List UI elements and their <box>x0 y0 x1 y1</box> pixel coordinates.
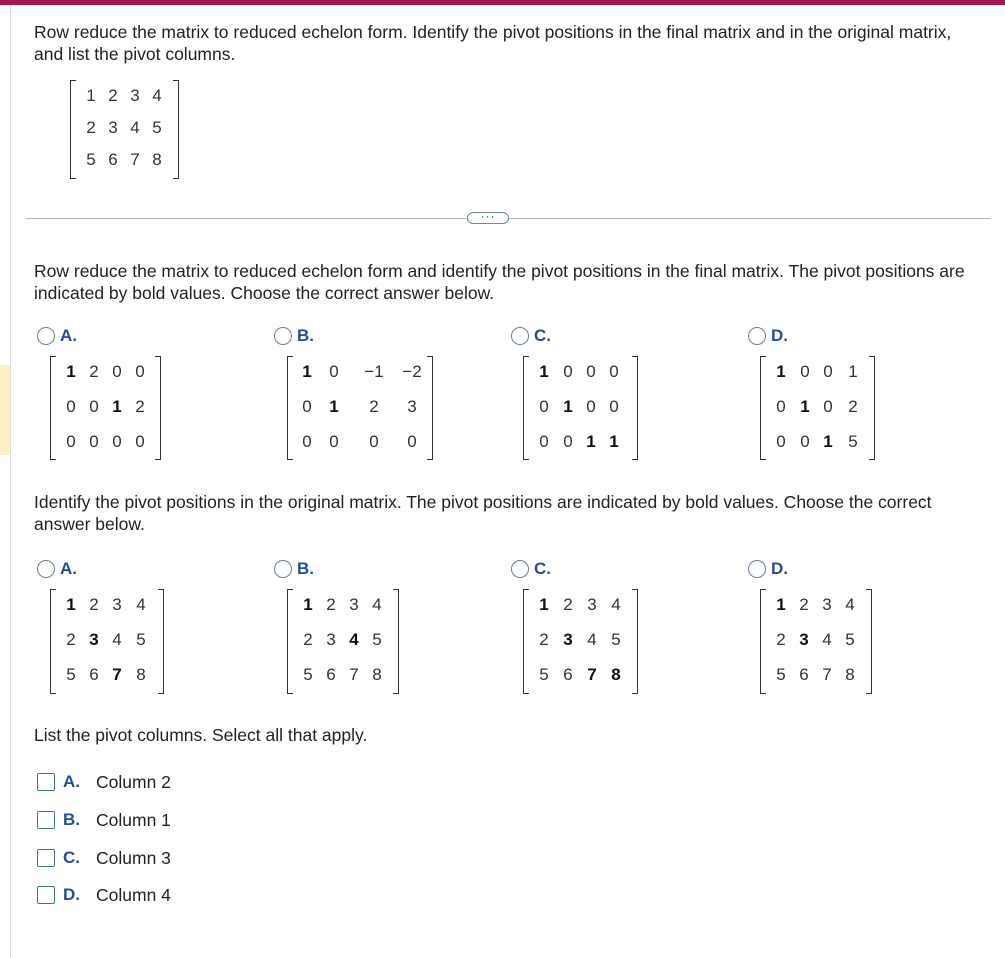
matrix-cell: 5 <box>539 665 549 684</box>
matrix-cell: 0 <box>823 362 833 381</box>
part2-prompt: Identify the pivot positions in the original matrix. The pivot positions are indicated by bold values. Choose the correct answer below. <box>34 492 932 534</box>
checkbox[interactable] <box>37 811 55 829</box>
part1-option-d[interactable]: D. <box>748 325 788 347</box>
pivot-column-option-b[interactable]: B. Column 1 <box>37 809 171 831</box>
top-accent-bar <box>0 0 1005 5</box>
matrix-cell: 2 <box>369 397 379 416</box>
matrix-cell: 0 <box>407 432 417 451</box>
matrix-cell: 7 <box>130 150 140 169</box>
matrix-cell: 3 <box>89 630 99 649</box>
matrix-cell: 4 <box>349 630 359 649</box>
matrix-cell: −1 <box>364 362 384 381</box>
matrix-cell: 5 <box>611 630 621 649</box>
matrix-cell: 5 <box>86 150 96 169</box>
matrix-cell: 0 <box>586 362 596 381</box>
matrix-cell: 5 <box>66 665 76 684</box>
radio-button[interactable] <box>511 560 529 578</box>
pivot-column-option-a[interactable]: A. Column 2 <box>37 771 171 793</box>
matrix-cell: 2 <box>563 595 573 614</box>
question-prompt: Row reduce the matrix to reduced echelon form. Identify the pivot positions in the final matrix and in the original matrix, and list the pivot columns. <box>34 22 952 64</box>
matrix-cell: 1 <box>539 362 549 381</box>
matrix-cell: 3 <box>563 630 573 649</box>
matrix-cell: 8 <box>845 665 855 684</box>
matrix-cell: 0 <box>776 432 786 451</box>
matrix-cell: 7 <box>112 665 122 684</box>
part1-option-b[interactable]: B. <box>274 325 314 347</box>
matrix-cell: 3 <box>112 595 122 614</box>
part1-prompt: Row reduce the matrix to reduced echelon form and identify the pivot positions in the final matrix. The pivot positions are indicated by bold values. Choose the correct answer below. <box>34 261 965 303</box>
part1-matrix-c <box>523 356 638 460</box>
radio-button[interactable] <box>274 327 292 345</box>
matrix-cell: 1 <box>303 595 313 614</box>
part2-matrix-d <box>760 589 872 694</box>
matrix-cell: 0 <box>329 432 339 451</box>
radio-button[interactable] <box>37 560 55 578</box>
matrix-cell: 5 <box>303 665 313 684</box>
radio-button[interactable] <box>511 327 529 345</box>
matrix-cell: 4 <box>611 595 621 614</box>
matrix-cell: 4 <box>845 595 855 614</box>
matrix-cell: 0 <box>89 397 99 416</box>
matrix-cell: 0 <box>329 362 339 381</box>
matrix-cell: 0 <box>89 432 99 451</box>
matrix-cell: 1 <box>112 397 122 416</box>
part2-option-b[interactable]: B. <box>274 558 314 580</box>
matrix-cell: 3 <box>326 630 336 649</box>
matrix-cell: 0 <box>369 432 379 451</box>
matrix-cell: 0 <box>800 362 810 381</box>
matrix-cell: 0 <box>776 397 786 416</box>
matrix-cell: 4 <box>152 86 162 105</box>
matrix-cell: 2 <box>539 630 549 649</box>
matrix-cell: 0 <box>112 362 122 381</box>
expand-more-button[interactable]: ··· <box>467 212 509 224</box>
matrix-cell: 0 <box>302 397 312 416</box>
matrix-cell: 3 <box>822 595 832 614</box>
part2-matrix-b <box>287 589 399 694</box>
matrix-cell: 0 <box>66 397 76 416</box>
matrix-cell: 5 <box>136 630 146 649</box>
part2-option-c[interactable]: C. <box>511 558 551 580</box>
checkbox[interactable] <box>37 886 55 904</box>
matrix-cell: 3 <box>407 397 417 416</box>
matrix-cell: 0 <box>539 432 549 451</box>
matrix-cell: 1 <box>563 397 573 416</box>
matrix-cell: 6 <box>563 665 573 684</box>
matrix-cell: 0 <box>112 432 122 451</box>
matrix-cell: 3 <box>799 630 809 649</box>
radio-button[interactable] <box>748 560 766 578</box>
matrix-cell: 2 <box>66 630 76 649</box>
matrix-cell: 0 <box>800 432 810 451</box>
matrix-cell: 4 <box>136 595 146 614</box>
matrix-cell: 8 <box>611 665 621 684</box>
radio-button[interactable] <box>37 327 55 345</box>
matrix-cell: 6 <box>326 665 336 684</box>
matrix-cell: 1 <box>539 595 549 614</box>
matrix-cell: 0 <box>609 362 619 381</box>
matrix-cell: 4 <box>130 118 140 137</box>
matrix-cell: 2 <box>303 630 313 649</box>
part1-matrix-b <box>287 356 433 460</box>
matrix-cell: 4 <box>587 630 597 649</box>
radio-button[interactable] <box>274 560 292 578</box>
matrix-cell: 7 <box>822 665 832 684</box>
left-border-line <box>10 5 11 958</box>
radio-button[interactable] <box>748 327 766 345</box>
matrix-cell: 2 <box>799 595 809 614</box>
matrix-cell: 2 <box>326 595 336 614</box>
matrix-cell: 0 <box>135 432 145 451</box>
pivot-column-option-d[interactable]: D. Column 4 <box>37 884 171 906</box>
left-progress-marker <box>0 365 10 455</box>
matrix-cell: −2 <box>402 362 422 381</box>
matrix-cell: 2 <box>108 86 118 105</box>
matrix-cell: 6 <box>799 665 809 684</box>
matrix-cell: 2 <box>135 397 145 416</box>
matrix-cell: 3 <box>130 86 140 105</box>
matrix-cell: 1 <box>329 397 339 416</box>
part2-matrix-c <box>523 589 638 694</box>
pivot-column-option-c[interactable]: C. Column 3 <box>37 847 171 869</box>
matrix-cell: 1 <box>86 86 96 105</box>
matrix-cell: 1 <box>302 362 312 381</box>
part2-matrix-a <box>50 589 164 694</box>
part2-option-a[interactable]: A. <box>37 558 77 580</box>
matrix-cell: 0 <box>302 432 312 451</box>
matrix-cell: 3 <box>108 118 118 137</box>
matrix-cell: 1 <box>823 432 833 451</box>
matrix-cell: 0 <box>563 432 573 451</box>
matrix-cell: 0 <box>66 432 76 451</box>
matrix-cell: 5 <box>372 630 382 649</box>
matrix-cell: 5 <box>845 630 855 649</box>
matrix-cell: 1 <box>848 362 858 381</box>
matrix-cell: 0 <box>609 397 619 416</box>
part1-option-a[interactable]: A. <box>37 325 77 347</box>
matrix-cell: 1 <box>776 362 786 381</box>
matrix-cell: 8 <box>152 150 162 169</box>
matrix-cell: 2 <box>776 630 786 649</box>
matrix-cell: 6 <box>108 150 118 169</box>
matrix-cell: 5 <box>848 432 858 451</box>
matrix-cell: 0 <box>586 397 596 416</box>
matrix-cell: 1 <box>800 397 810 416</box>
matrix-cell: 1 <box>609 432 619 451</box>
part1-matrix-d <box>760 356 875 460</box>
matrix-cell: 8 <box>372 665 382 684</box>
part2-option-d[interactable]: D. <box>748 558 788 580</box>
original-matrix <box>70 80 179 179</box>
matrix-cell: 0 <box>539 397 549 416</box>
matrix-cell: 1 <box>66 362 76 381</box>
checkbox[interactable] <box>37 849 55 867</box>
matrix-cell: 0 <box>563 362 573 381</box>
matrix-cell: 0 <box>135 362 145 381</box>
matrix-cell: 3 <box>349 595 359 614</box>
matrix-cell: 1 <box>66 595 76 614</box>
matrix-cell: 0 <box>823 397 833 416</box>
matrix-cell: 4 <box>112 630 122 649</box>
matrix-cell: 5 <box>776 665 786 684</box>
matrix-cell: 7 <box>587 665 597 684</box>
matrix-cell: 3 <box>587 595 597 614</box>
matrix-cell: 4 <box>822 630 832 649</box>
matrix-cell: 2 <box>89 595 99 614</box>
part1-matrix-a <box>50 356 161 460</box>
part3-prompt: List the pivot columns. Select all that apply. <box>34 725 368 745</box>
matrix-cell: 1 <box>586 432 596 451</box>
matrix-cell: 8 <box>136 665 146 684</box>
matrix-cell: 5 <box>152 118 162 137</box>
matrix-cell: 2 <box>89 362 99 381</box>
matrix-cell: 2 <box>86 118 96 137</box>
matrix-cell: 6 <box>89 665 99 684</box>
matrix-cell: 2 <box>848 397 858 416</box>
matrix-cell: 1 <box>776 595 786 614</box>
checkbox[interactable] <box>37 773 55 791</box>
matrix-cell: 7 <box>349 665 359 684</box>
part1-option-c[interactable]: C. <box>511 325 551 347</box>
matrix-cell: 4 <box>372 595 382 614</box>
